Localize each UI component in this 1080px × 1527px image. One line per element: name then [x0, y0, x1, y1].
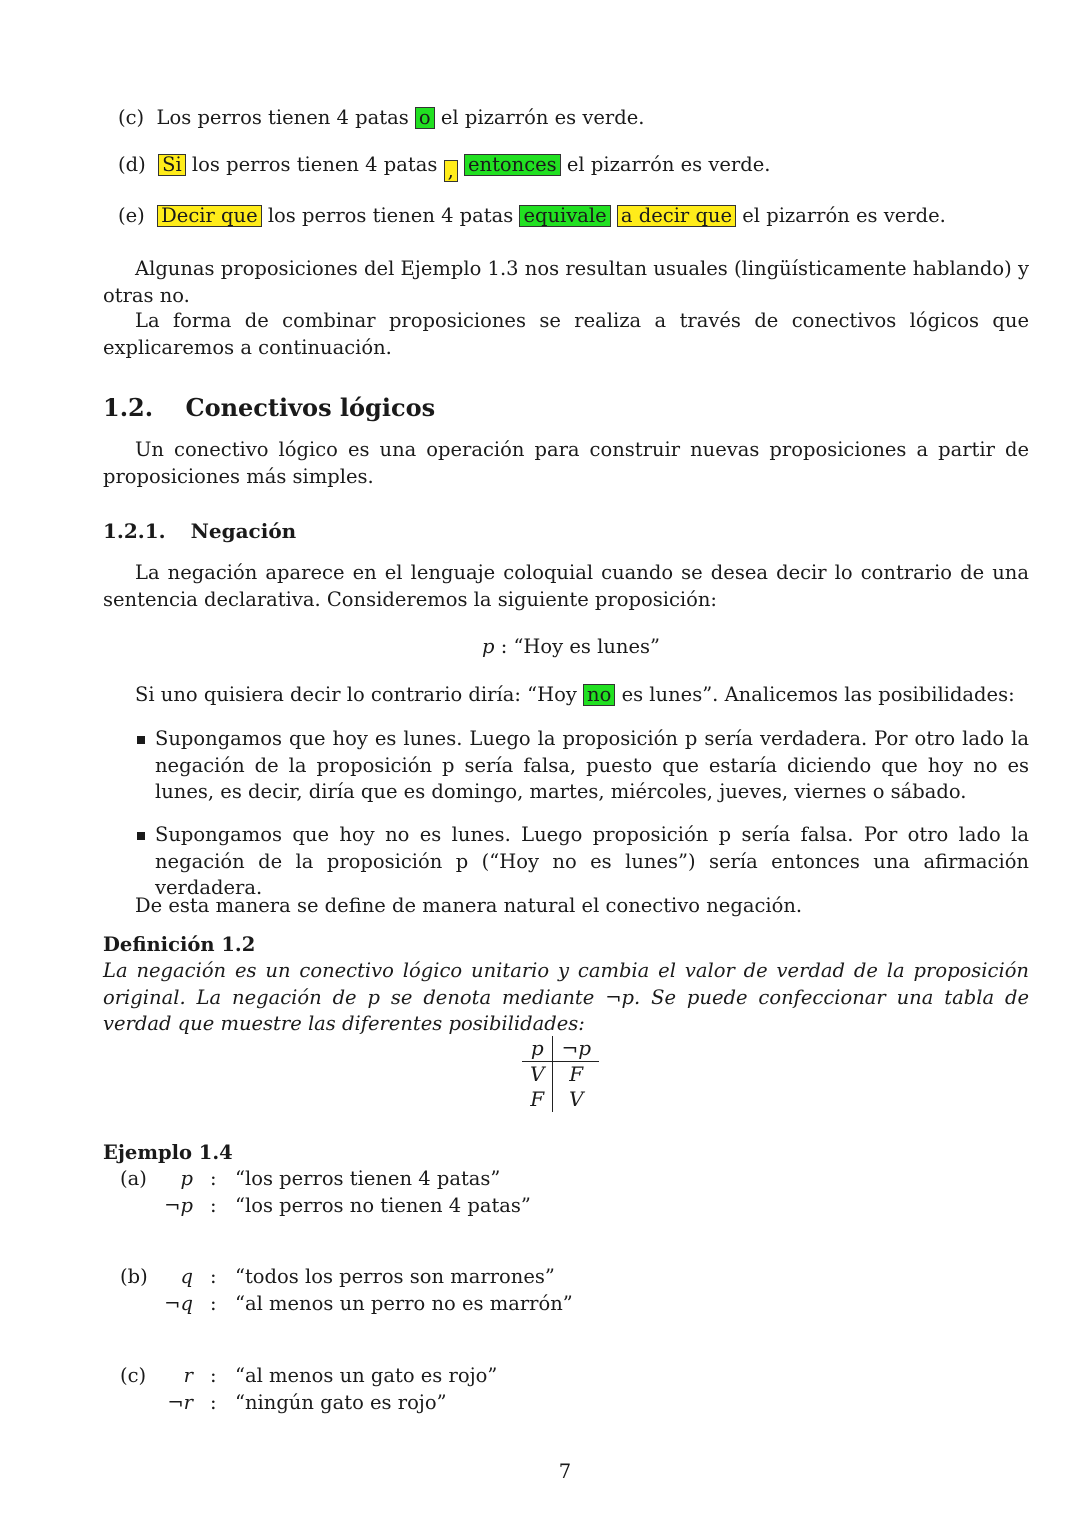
prop-var: p	[482, 635, 495, 658]
item-e	[118, 203, 946, 229]
example-symbol: ¬r	[167, 1391, 193, 1414]
example-label: (a)	[120, 1167, 147, 1190]
paragraph: Un conectivo lógico es una operación para construir nuevas proposiciones a partir de proposiciones más simples.	[103, 438, 1029, 488]
example-symbol: q	[180, 1265, 193, 1288]
section-title: Conectivos lógicos	[185, 393, 436, 422]
paragraph: La negación aparece en el lenguaje coloquial cuando se desea decir lo contrario de una sentencia declarativa. Consideremos la siguiente proposición:	[103, 561, 1029, 611]
bullet-icon	[137, 832, 145, 840]
item-text: los perros tienen 4 patas	[267, 204, 514, 227]
example-colon: :	[210, 1364, 217, 1387]
item-d	[118, 152, 770, 182]
example-label: (c)	[120, 1364, 147, 1387]
example-quote: “ningún gato es rojo”	[235, 1391, 447, 1414]
contrary-text: es lunes”. Analicemos las posibilidades:	[621, 683, 1015, 706]
truth-table	[522, 1036, 599, 1112]
bullet-item: Supongamos que hoy es lunes. Luego la proposición p sería verdadera. Por otro lado la negación de la proposición p sería falsa, puesto que estaría diciendo que hoy no es lunes, es decir, diría que es domingo, martes, miércoles, jueves, viernes o sábado.	[155, 727, 1029, 803]
subsection-number: 1.2.1.	[103, 519, 166, 543]
section-heading	[103, 393, 435, 422]
item-text: el pizarrón es verde.	[742, 204, 946, 227]
example-colon: :	[210, 1194, 217, 1217]
example-symbol: r	[183, 1364, 193, 1387]
example-quote: “al menos un gato es rojo”	[235, 1364, 498, 1387]
table-cell: F	[522, 1087, 553, 1112]
item-label: (d)	[118, 153, 146, 176]
bullet-item: Supongamos que hoy no es lunes. Luego proposición p sería falsa. Por otro lado la negación de la proposición p (“Hoy no es lunes”) sería entonces una afirmación verdadera.	[155, 823, 1029, 899]
paragraph: Algunas proposiciones del Ejemplo 1.3 nos resultan usuales (lingüísticamente hablando) y otras no.	[103, 257, 1029, 307]
highlight-yellow: Decir que	[157, 205, 261, 227]
section-number: 1.2.	[103, 393, 154, 422]
highlight-yellow: ,	[444, 160, 458, 182]
example-quote: “los perros no tienen 4 patas”	[235, 1194, 531, 1217]
highlight-green: entonces	[464, 154, 561, 176]
example-symbol: ¬p	[164, 1194, 193, 1217]
prop-text: : “Hoy es lunes”	[500, 635, 661, 658]
highlight-yellow: Si	[158, 154, 186, 176]
table-cell: V	[522, 1062, 553, 1088]
table-header: p	[522, 1036, 553, 1062]
page-number: 7	[558, 1460, 572, 1483]
item-text: Los perros tienen 4 patas	[156, 106, 409, 129]
example-symbol: p	[180, 1167, 193, 1190]
example-symbol: ¬q	[164, 1292, 193, 1315]
example-colon: :	[210, 1391, 217, 1414]
display-proposition	[482, 634, 660, 660]
subsection-title: Negación	[190, 519, 297, 543]
bullet-icon	[137, 736, 145, 744]
definition-body: La negación es un conectivo lógico unitario y cambia el valor de verdad de la proposición original. La negación de p se denota mediante ¬p. Se puede confeccionar una tabla de verdad que muestre las diferentes posibilidades:	[103, 959, 1029, 1035]
subsection-heading	[103, 519, 296, 543]
item-text: el pizarrón es verde.	[566, 153, 771, 176]
highlight-green: no	[583, 684, 615, 706]
item-c	[118, 105, 644, 131]
table-cell: V	[569, 1087, 584, 1111]
example-label: (b)	[120, 1265, 148, 1288]
highlight-green: equivale	[519, 205, 610, 227]
item-text: el pizarrón es verde.	[440, 106, 645, 129]
highlight-yellow: a decir que	[617, 205, 736, 227]
example-title: Ejemplo 1.4	[103, 1141, 233, 1164]
table-cell: F	[569, 1062, 584, 1086]
contrary-line	[135, 682, 1015, 708]
example-quote: “los perros tienen 4 patas”	[235, 1167, 501, 1190]
item-text: los perros tienen 4 patas	[191, 153, 438, 176]
example-quote: “todos los perros son marrones”	[235, 1265, 555, 1288]
item-label: (c)	[118, 106, 145, 129]
contrary-text: Si uno quisiera decir lo contrario diría: “Hoy	[135, 683, 577, 706]
example-colon: :	[210, 1292, 217, 1315]
paragraph: De esta manera se define de manera natural el conectivo negación.	[135, 894, 803, 917]
item-label: (e)	[118, 204, 145, 227]
highlight-green: o	[415, 107, 435, 129]
definition-title: Definición 1.2	[103, 933, 256, 956]
paragraph: La forma de combinar proposiciones se realiza a través de conectivos lógicos que explicaremos a continuación.	[103, 309, 1029, 359]
example-quote: “al menos un perro no es marrón”	[235, 1292, 573, 1315]
example-colon: :	[210, 1167, 217, 1190]
example-colon: :	[210, 1265, 217, 1288]
table-header: ¬p	[553, 1036, 599, 1062]
